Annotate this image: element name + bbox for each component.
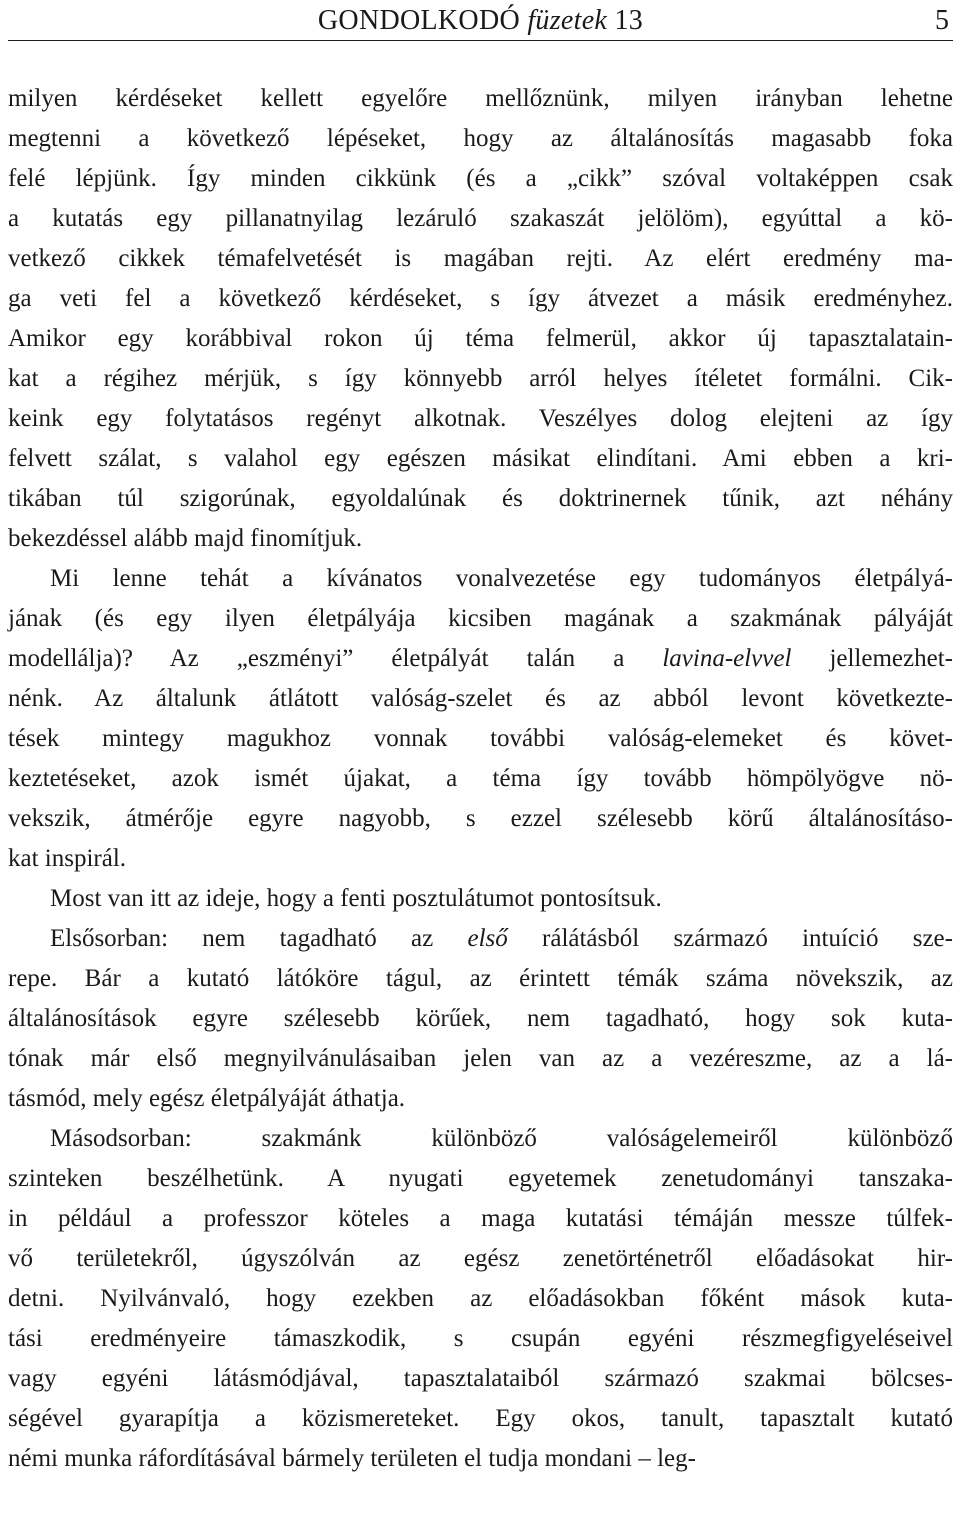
text-line <box>8 919 953 959</box>
text-line: tási eredményeire támaszkodik, s csupán egyéni részmegfigyeléseivel <box>8 1325 953 1352</box>
text-line: keink egy folytatásos regényt alkotnak. Veszélyes dolog elejteni az így <box>8 405 953 432</box>
text-run: Elsősorban: nem tagadható az <box>50 925 468 952</box>
text-line: Most van itt az ideje, hogy a fenti posztulátumot pontosítsuk. <box>50 885 662 912</box>
text-line: ségével gyarapítja a közismereteket. Egy okos, tanult, tapasztalt kutató <box>8 1405 953 1432</box>
text-line: jának (és egy ilyen életpályája kicsiben magának a szakmának pályáját <box>8 605 953 632</box>
text-line: felvett szálat, s valahol egy egészen másikat elindítani. Ami ebben a kri- <box>8 445 953 472</box>
text-line: keztetéseket, azok ismét újakat, a téma így tovább hömpölyögve nö- <box>8 765 953 792</box>
page-number: 5 <box>935 5 949 36</box>
emphasized-term: első <box>467 925 508 952</box>
journal-series: füzetek <box>527 5 608 36</box>
text-line: nénk. Az általunk átlátott valóság-szelet és az abból levont következte- <box>8 685 953 712</box>
text-line: tések mintegy magukhoz vonnak további valóság-elemeket és követ- <box>8 725 953 752</box>
text-line: vetkező cikkek témafelvetését is magában rejti. Az elért eredmény ma- <box>8 245 953 272</box>
text-line: kat a régihez mérjük, s így könnyebb arról helyes ítéletet formálni. Cik- <box>8 365 953 392</box>
text-line: repe. Bár a kutató látóköre tágul, az érintett témák száma növekszik, az <box>8 965 953 992</box>
text-line: Amikor egy korábbival rokon új téma felmerül, akkor új tapasztalatain- <box>8 325 953 352</box>
text-line: tásmód, mely egész életpályáját áthatja. <box>8 1085 406 1112</box>
text-line: vekszik, átmérője egyre nagyobb, s ezzel szélesebb körű általánosításo- <box>8 805 953 832</box>
text-line: vagy egyéni látásmódjával, tapasztalataiból származó szakmai bölcses- <box>8 1365 953 1392</box>
journal-name: GONDOLKODÓ <box>317 5 520 36</box>
text-line: a kutatás egy pillanatnyilag lezáruló szakaszát jelölöm), egyúttal a kö- <box>8 205 953 232</box>
running-header <box>8 2 953 41</box>
text-line: milyen kérdéseket kellett egyelőre mellőznünk, milyen irányban lehetne <box>8 85 953 112</box>
text-line: tónak már első megnyilvánulásaiban jelen van az a vezéreszme, az a lá- <box>8 1045 953 1072</box>
text-line: tikában túl szigorúnak, egyoldalúnak és doktrinernek tűnik, azt néhány <box>8 485 953 512</box>
text-line: felé lépjünk. Így minden cikkünk (és a „cikk” szóval voltaképpen csak <box>8 165 953 192</box>
issue-number: 13 <box>614 5 644 36</box>
text-line: vő területekről, úgyszólván az egész zenetörténetről előadásokat hir- <box>8 1245 953 1272</box>
text-line: ga veti fel a következő kérdéseket, s így átvezet a másik eredményhez. <box>8 285 953 312</box>
text-line <box>8 639 953 679</box>
text-line: kat inspirál. <box>8 845 127 872</box>
text-run: jellemezhet- <box>791 645 953 672</box>
text-line: Mi lenne tehát a kívánatos vonalvezetése egy tudományos életpályá- <box>50 565 953 592</box>
text-run: rálátásból származó intuíció sze- <box>507 925 953 952</box>
journal-title <box>8 4 953 38</box>
text-line: némi munka ráfordításával bármely területen el tudja mondani – leg- <box>8 1445 696 1472</box>
text-run: modellálja)? Az „eszményi” életpályát talán a <box>8 645 663 672</box>
body-text <box>8 79 953 1479</box>
text-line: általánosítások egyre szélesebb körűek, nem tagadható, hogy sok kuta- <box>8 1005 953 1032</box>
text-line: in például a professzor köteles a maga kutatási témáján messze túlfek- <box>8 1205 953 1232</box>
text-line: megtenni a következő lépéseket, hogy az általánosítás magasabb foka <box>8 125 953 152</box>
text-line: Másodsorban: szakmánk különböző valóságelemeiről különböző <box>50 1125 953 1152</box>
text-line: bekezdéssel alább majd finomítjuk. <box>8 525 363 552</box>
emphasized-term: lavina-elvvel <box>662 645 792 672</box>
text-line: szinteken beszélhetünk. A nyugati egyetemek zenetudományi tanszaka- <box>8 1165 953 1192</box>
text-line: detni. Nyilvánvaló, hogy ezekben az előadásokban főként mások kuta- <box>8 1285 953 1312</box>
